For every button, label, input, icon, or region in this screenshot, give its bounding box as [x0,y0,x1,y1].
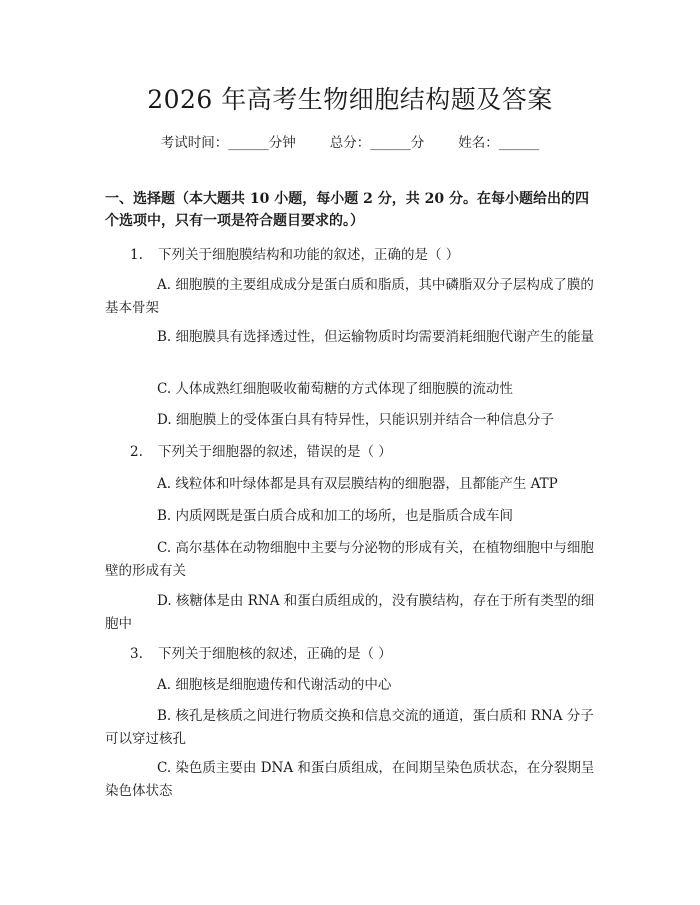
question-option: D. 核糖体是由 RNA 和蛋白质组成的，没有膜结构，存在于所有类型的细胞中 [105,593,595,632]
question-option: D. 细胞膜上的受体蛋白具有特异性，只能识别并结合一种信息分子 [157,412,554,428]
question-option: C. 高尔基体在动物细胞中主要与分泌物的形成有关，在植物细胞中与细胞壁的形成有关 [105,540,594,579]
question-option: A. 细胞核是细胞遗传和代谢活动的中心 [157,677,392,693]
question-option: A. 细胞膜的主要组成成分是蛋白质和脂质，其中磷脂双分子层构成了膜的基本骨架 [105,277,594,316]
question-stem [130,244,459,266]
total-score-label: 总分：______分 [329,135,425,151]
question-stem [130,643,392,665]
question-option: C. 染色质主要由 DNA 和蛋白质组成，在间期呈染色质状态，在分裂期呈染色体状态 [105,760,595,799]
question-stem [130,441,392,463]
section-heading: 一、选择题（本大题共 10 小题，每小题 2 分，共 20 分。在每小题给出的四个选项中，只有一项是符合题目要求的。） [105,191,589,229]
page-title: 2026 年高考生物细胞结构题及答案 [147,85,553,114]
question-text: 下列关于细胞膜结构和功能的叙述，正确的是（ ） [158,247,460,263]
question-option: B. 内质网既是蛋白质合成和加工的场所，也是脂质合成车间 [157,508,514,524]
question-text: 下列关于细胞器的叙述，错误的是（ ） [158,444,392,460]
exam-meta [0,131,700,151]
question-option: C. 人体成熟红细胞吸收葡萄糖的方式体现了细胞膜的流动性 [157,381,513,397]
question-number: 3. [130,646,143,662]
question-option: A. 线粒体和叶绿体都是具有双层膜结构的细胞器，且都能产生 ATP [157,476,558,492]
question-number: 2. [130,444,143,460]
question-option: B. 细胞膜具有选择透过性，但运输物质时均需要消耗细胞代谢产生的能量 [157,329,595,345]
question-text: 下列关于细胞核的叙述，正确的是（ ） [158,646,392,662]
student-name-label: 姓名：______ [458,135,540,151]
exam-time-label: 考试时间：______分钟 [160,135,296,151]
question-option: B. 核孔是核质之间进行物质交换和信息交流的通道，蛋白质和 RNA 分子可以穿过核孔 [105,708,594,747]
question-number: 1. [130,247,143,263]
